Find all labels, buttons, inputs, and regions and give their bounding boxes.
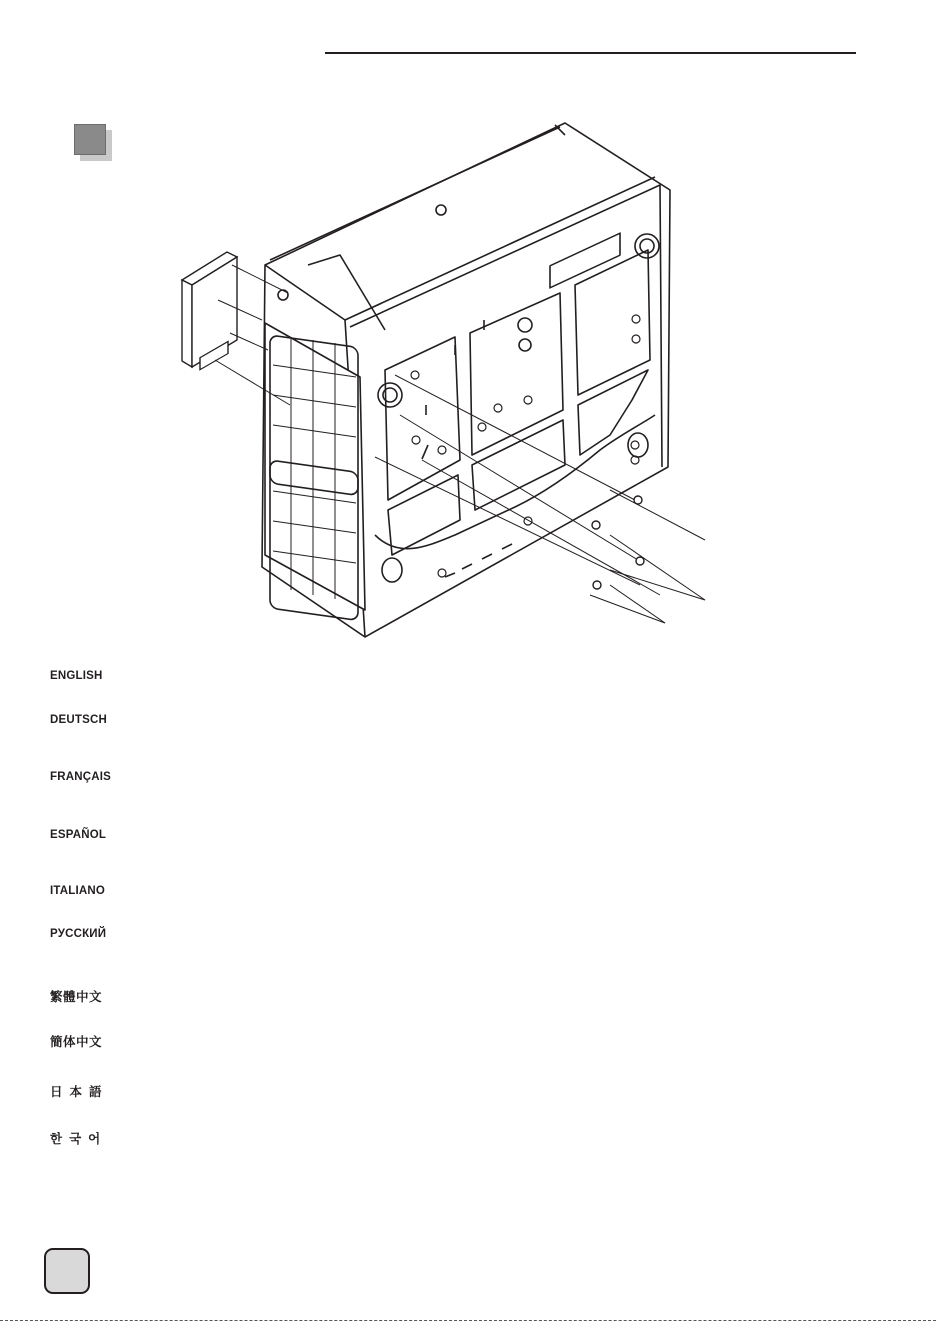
language-label-korean: 한국어 (50, 1132, 108, 1146)
language-label-francais: FRANÇAIS (50, 771, 112, 783)
case-assembly-illustration (170, 115, 730, 645)
screw-icons (592, 496, 644, 589)
language-label-english: ENGLISH (50, 670, 103, 682)
language-label-espanol: ESPAÑOL (50, 829, 107, 841)
page-number-badge-icon (44, 1248, 90, 1294)
ssd-drive-icon (182, 252, 237, 370)
language-label-simplified-chinese: 簡体中文 (50, 1035, 103, 1049)
language-label-russian: РУССКИЙ (50, 928, 107, 940)
language-label-italiano: ITALIANO (50, 885, 106, 897)
step-square-icon (74, 124, 114, 162)
bottom-crop-line (0, 1320, 936, 1321)
language-label-japanese: 日本語 (50, 1085, 109, 1099)
language-label-deutsch: DEUTSCH (50, 714, 107, 726)
language-label-traditional-chinese: 繁體中文 (50, 990, 103, 1004)
header-rule (325, 52, 856, 54)
